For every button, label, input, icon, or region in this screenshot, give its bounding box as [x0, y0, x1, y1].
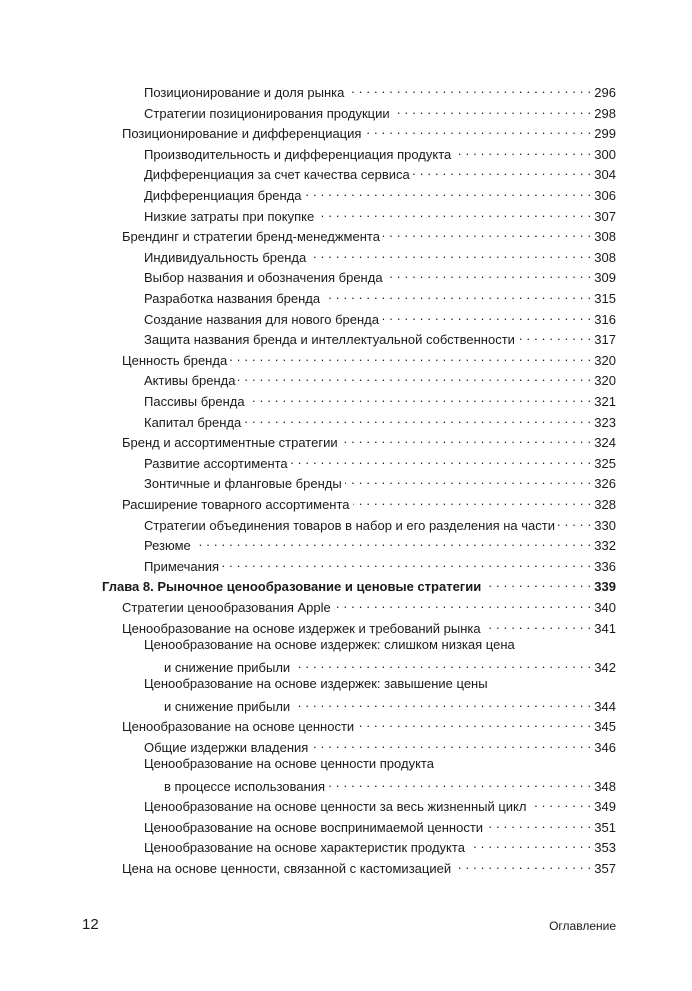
dot-leader [341, 431, 592, 447]
toc-entry-title: Производительность и дифференциация продукта [144, 146, 452, 162]
toc-entry-page: 309 [594, 270, 616, 286]
toc-entry-title: Бренд и ассортиментные стратегии [122, 435, 338, 451]
toc-entry-title: Зонтичные и фланговые бренды [144, 476, 342, 492]
toc-entry-page: 320 [594, 373, 616, 389]
toc-entry-title: Стратегии объединения товаров в набор и его разделения на части [144, 517, 555, 533]
toc-entry-page: 346 [594, 739, 616, 755]
toc-entry-page: 345 [594, 719, 616, 734]
toc-entry-page: 336 [594, 558, 616, 574]
toc-entry-title: Глава 8. Рыночное ценообразование и ценовые стратегии [102, 579, 482, 595]
toc-entry-title: Ценообразование на основе характеристик продукта [144, 840, 465, 856]
dot-leader [244, 411, 591, 427]
toc-entry-title: Ценообразование на основе издержек: слишком низкая цена [144, 637, 515, 653]
toc-entry-title: Развитие ассортимента [144, 455, 288, 471]
toc-entry-title: Создание названия для нового бренда [144, 311, 379, 327]
dot-leader [317, 205, 591, 221]
toc-entry-title: Активы бренда [144, 373, 236, 389]
toc-entry-page: 330 [594, 517, 616, 533]
toc-entry-page: 344 [594, 698, 616, 714]
toc-entry-title: Примечания [144, 558, 220, 574]
dot-leader [222, 555, 591, 571]
toc-entry-page: 325 [594, 455, 616, 471]
toc-entry-page: 321 [594, 394, 616, 409]
toc-entry-title: Ценообразование на основе ценности продукта [144, 756, 434, 772]
dot-leader [484, 575, 591, 591]
toc-entry-title: Стратегии ценообразования Apple [122, 600, 331, 615]
toc-entry-title: Пассивы бренда [144, 394, 245, 409]
dot-leader [305, 184, 592, 200]
toc-entry-title: Резюме [144, 538, 191, 554]
dot-leader [334, 596, 592, 612]
toc-entry-title: Общие издержки владения [144, 739, 309, 755]
toc-entry-page: 306 [594, 188, 616, 203]
toc-entry-title: Дифференциация за счет качества сервиса [144, 167, 410, 183]
toc-entry-page: 323 [594, 414, 616, 430]
page-number: 12 [82, 916, 99, 933]
dot-leader [468, 836, 591, 852]
toc-entry-title: Выбор названия и обозначения бренда [144, 270, 383, 286]
dot-leader [558, 514, 591, 530]
dot-leader [311, 736, 591, 752]
toc-entry-page: 299 [594, 126, 616, 142]
dot-leader [323, 287, 591, 303]
toc-entry-page: 340 [594, 600, 616, 615]
toc-entry-page: 357 [594, 860, 616, 876]
toc-entry-title: Низкие затраты при покупке [144, 208, 315, 224]
toc-entry-title: Ценообразование на основе ценности [122, 719, 355, 734]
toc-entry-title: Ценообразование на основе воспринимаемой ценности [144, 819, 484, 835]
toc-entry-page: 324 [594, 435, 616, 451]
toc-entry-title: Ценообразование на основе издержек: завышение цены [144, 676, 488, 692]
toc-entry-title: в процессе использования [164, 778, 326, 794]
toc-entry-page: 348 [594, 778, 616, 794]
dot-leader [383, 225, 591, 241]
toc-entry-page: 298 [594, 105, 616, 121]
dot-leader [393, 102, 592, 118]
toc-entry-title: Стратегии позиционирования продукции [144, 105, 390, 121]
dot-leader [364, 122, 591, 138]
toc-entry-title: и снижение прибыли [164, 659, 291, 675]
dot-leader [454, 143, 591, 159]
toc-entry-page: 326 [594, 476, 616, 492]
toc-entry-title: Позиционирование и дифференциация [122, 126, 362, 142]
toc-entry-page: 307 [594, 208, 616, 224]
running-footer-section: Оглавление [549, 919, 616, 933]
dot-leader [194, 534, 592, 550]
toc-entry-title: Брендинг и стратегии бренд-менеджмента [122, 229, 380, 245]
toc-entry-page: 317 [594, 332, 616, 348]
toc-entry-title: Ценность бренда [122, 352, 228, 368]
toc-entry-page: 353 [594, 840, 616, 856]
dot-leader [328, 775, 591, 791]
toc-entry-title: Дифференциация бренда [144, 188, 302, 203]
dot-leader [309, 246, 591, 262]
toc-entry-title: Разработка названия бренда [144, 291, 321, 306]
toc-entry-page: 304 [594, 167, 616, 183]
dot-leader [357, 715, 591, 731]
dot-leader [484, 617, 592, 633]
toc-entry-title: Капитал бренда [144, 414, 242, 430]
dot-leader [293, 695, 591, 711]
toc-entry-title: Защита названия бренда и интеллектуальной собственности [144, 332, 515, 348]
toc-entry-page: 320 [594, 352, 616, 368]
dot-leader [248, 390, 592, 406]
dot-leader [486, 816, 591, 832]
toc-entry-page: 349 [594, 799, 616, 815]
dot-leader [291, 452, 592, 468]
dot-leader [382, 308, 591, 324]
dot-leader [386, 266, 592, 282]
toc-entry-page: 328 [594, 497, 616, 512]
dot-leader [347, 81, 591, 97]
toc-entry-title: Ценообразование на основе издержек и требований рынка [122, 620, 481, 636]
dot-leader [293, 656, 591, 672]
toc-entry-page: 332 [594, 538, 616, 554]
dot-leader [353, 493, 592, 509]
dot-leader [518, 328, 591, 344]
dot-leader [345, 472, 592, 488]
toc-entry-page: 351 [594, 819, 616, 835]
toc-entry-page: 342 [594, 659, 616, 675]
toc-entry-title: Индивидуальность бренда [144, 249, 307, 265]
toc-entry-page: 296 [594, 85, 616, 100]
toc-entry-title: Цена на основе ценности, связанной с кастомизацией [122, 860, 452, 876]
dot-leader [529, 795, 591, 811]
toc-entry-page: 308 [594, 229, 616, 245]
toc-entry-page: 315 [594, 291, 616, 306]
toc-entry-title: Расширение товарного ассортимента [122, 497, 350, 512]
toc-entry-title: Позиционирование и доля рынка [144, 85, 345, 100]
toc-entry-page: 300 [594, 146, 616, 162]
dot-leader [413, 163, 592, 179]
dot-leader [454, 857, 591, 873]
toc-entry-page: 339 [594, 579, 616, 595]
dot-leader [238, 369, 591, 385]
toc-entry-page: 316 [594, 311, 616, 327]
toc-entry-page: 308 [594, 249, 616, 265]
dot-leader [230, 349, 591, 365]
toc-entry-title: Ценообразование на основе ценности за весь жизненный цикл [144, 799, 527, 815]
toc-entry-page: 341 [594, 620, 616, 636]
toc-entry-title: и снижение прибыли [164, 698, 291, 714]
